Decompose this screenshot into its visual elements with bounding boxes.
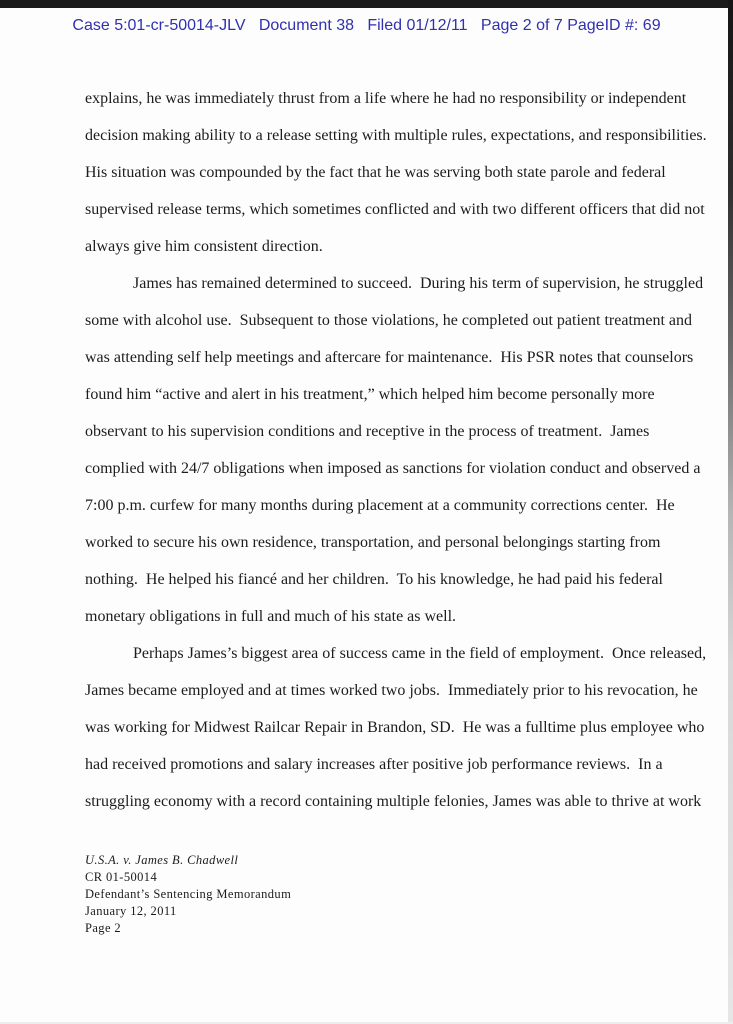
footer-document-title: Defendant’s Sentencing Memorandum xyxy=(85,887,292,901)
footer-case-number: CR 01-50014 xyxy=(85,870,158,884)
body-text-line: observant to his supervision conditions and receptive in the process of treatment. James xyxy=(85,423,650,440)
body-text-line: 7:00 p.m. curfew for many months during placement at a community corrections center. He xyxy=(85,497,675,514)
body-text-line: worked to secure his own residence, transportation, and personal belongings starting from xyxy=(85,534,661,551)
body-text-line: some with alcohol use. Subsequent to those violations, he completed out patient treatment and xyxy=(85,312,692,329)
body-text-line: monetary obligations in full and much of his state as well. xyxy=(85,608,457,625)
body-text-line: His situation was compounded by the fact that he was serving both state parole and federal xyxy=(85,164,666,181)
body-text-line: decision making ability to a release setting with multiple rules, expectations, and responsibilities. xyxy=(85,127,707,144)
body-text-line: was attending self help meetings and aftercare for maintenance. His PSR notes that counselors xyxy=(85,349,694,366)
ecf-filing-stamp: Case 5:01-cr-50014-JLV Document 38 Filed 01/12/11 Page 2 of 7 PageID #: 69 xyxy=(72,17,661,34)
body-text-line: complied with 24/7 obligations when imposed as sanctions for violation conduct and observed a xyxy=(85,460,701,477)
body-text-line: found him “active and alert in his treatment,” which helped him become personally more xyxy=(85,386,655,403)
page-top-border xyxy=(0,0,733,8)
body-text-line: James has remained determined to succeed. During his term of supervision, he struggled xyxy=(133,275,704,292)
footer-date: January 12, 2011 xyxy=(85,904,177,918)
body-text-line: James became employed and at times worked two jobs. Immediately prior to his revocation, he xyxy=(85,682,698,699)
document-footer xyxy=(85,852,291,937)
footer-page-number: Page 2 xyxy=(85,921,122,935)
body-text-line: supervised release terms, which sometimes conflicted and with two different officers that did not xyxy=(85,201,705,218)
body-text-line: struggling economy with a record containing multiple felonies, James was able to thrive at work xyxy=(85,793,702,810)
body-text-line: was working for Midwest Railcar Repair in Brandon, SD. He was a fulltime plus employee who xyxy=(85,719,705,736)
body-text-line: had received promotions and salary increases after positive job performance reviews. In a xyxy=(85,756,663,773)
footer-case-caption: U.S.A. v. James B. Chadwell xyxy=(85,853,239,867)
body-text-line: always give him consistent direction. xyxy=(85,238,323,255)
body-text-line: nothing. He helped his fiancé and her children. To his knowledge, he had paid his federal xyxy=(85,571,663,588)
page-right-edge-shadow xyxy=(728,0,733,1024)
body-text-line: Perhaps James’s biggest area of success came in the field of employment. Once released, xyxy=(133,645,707,662)
document-body xyxy=(85,80,707,820)
body-text-line: explains, he was immediately thrust from a life where he had no responsibility or independent xyxy=(85,90,687,107)
